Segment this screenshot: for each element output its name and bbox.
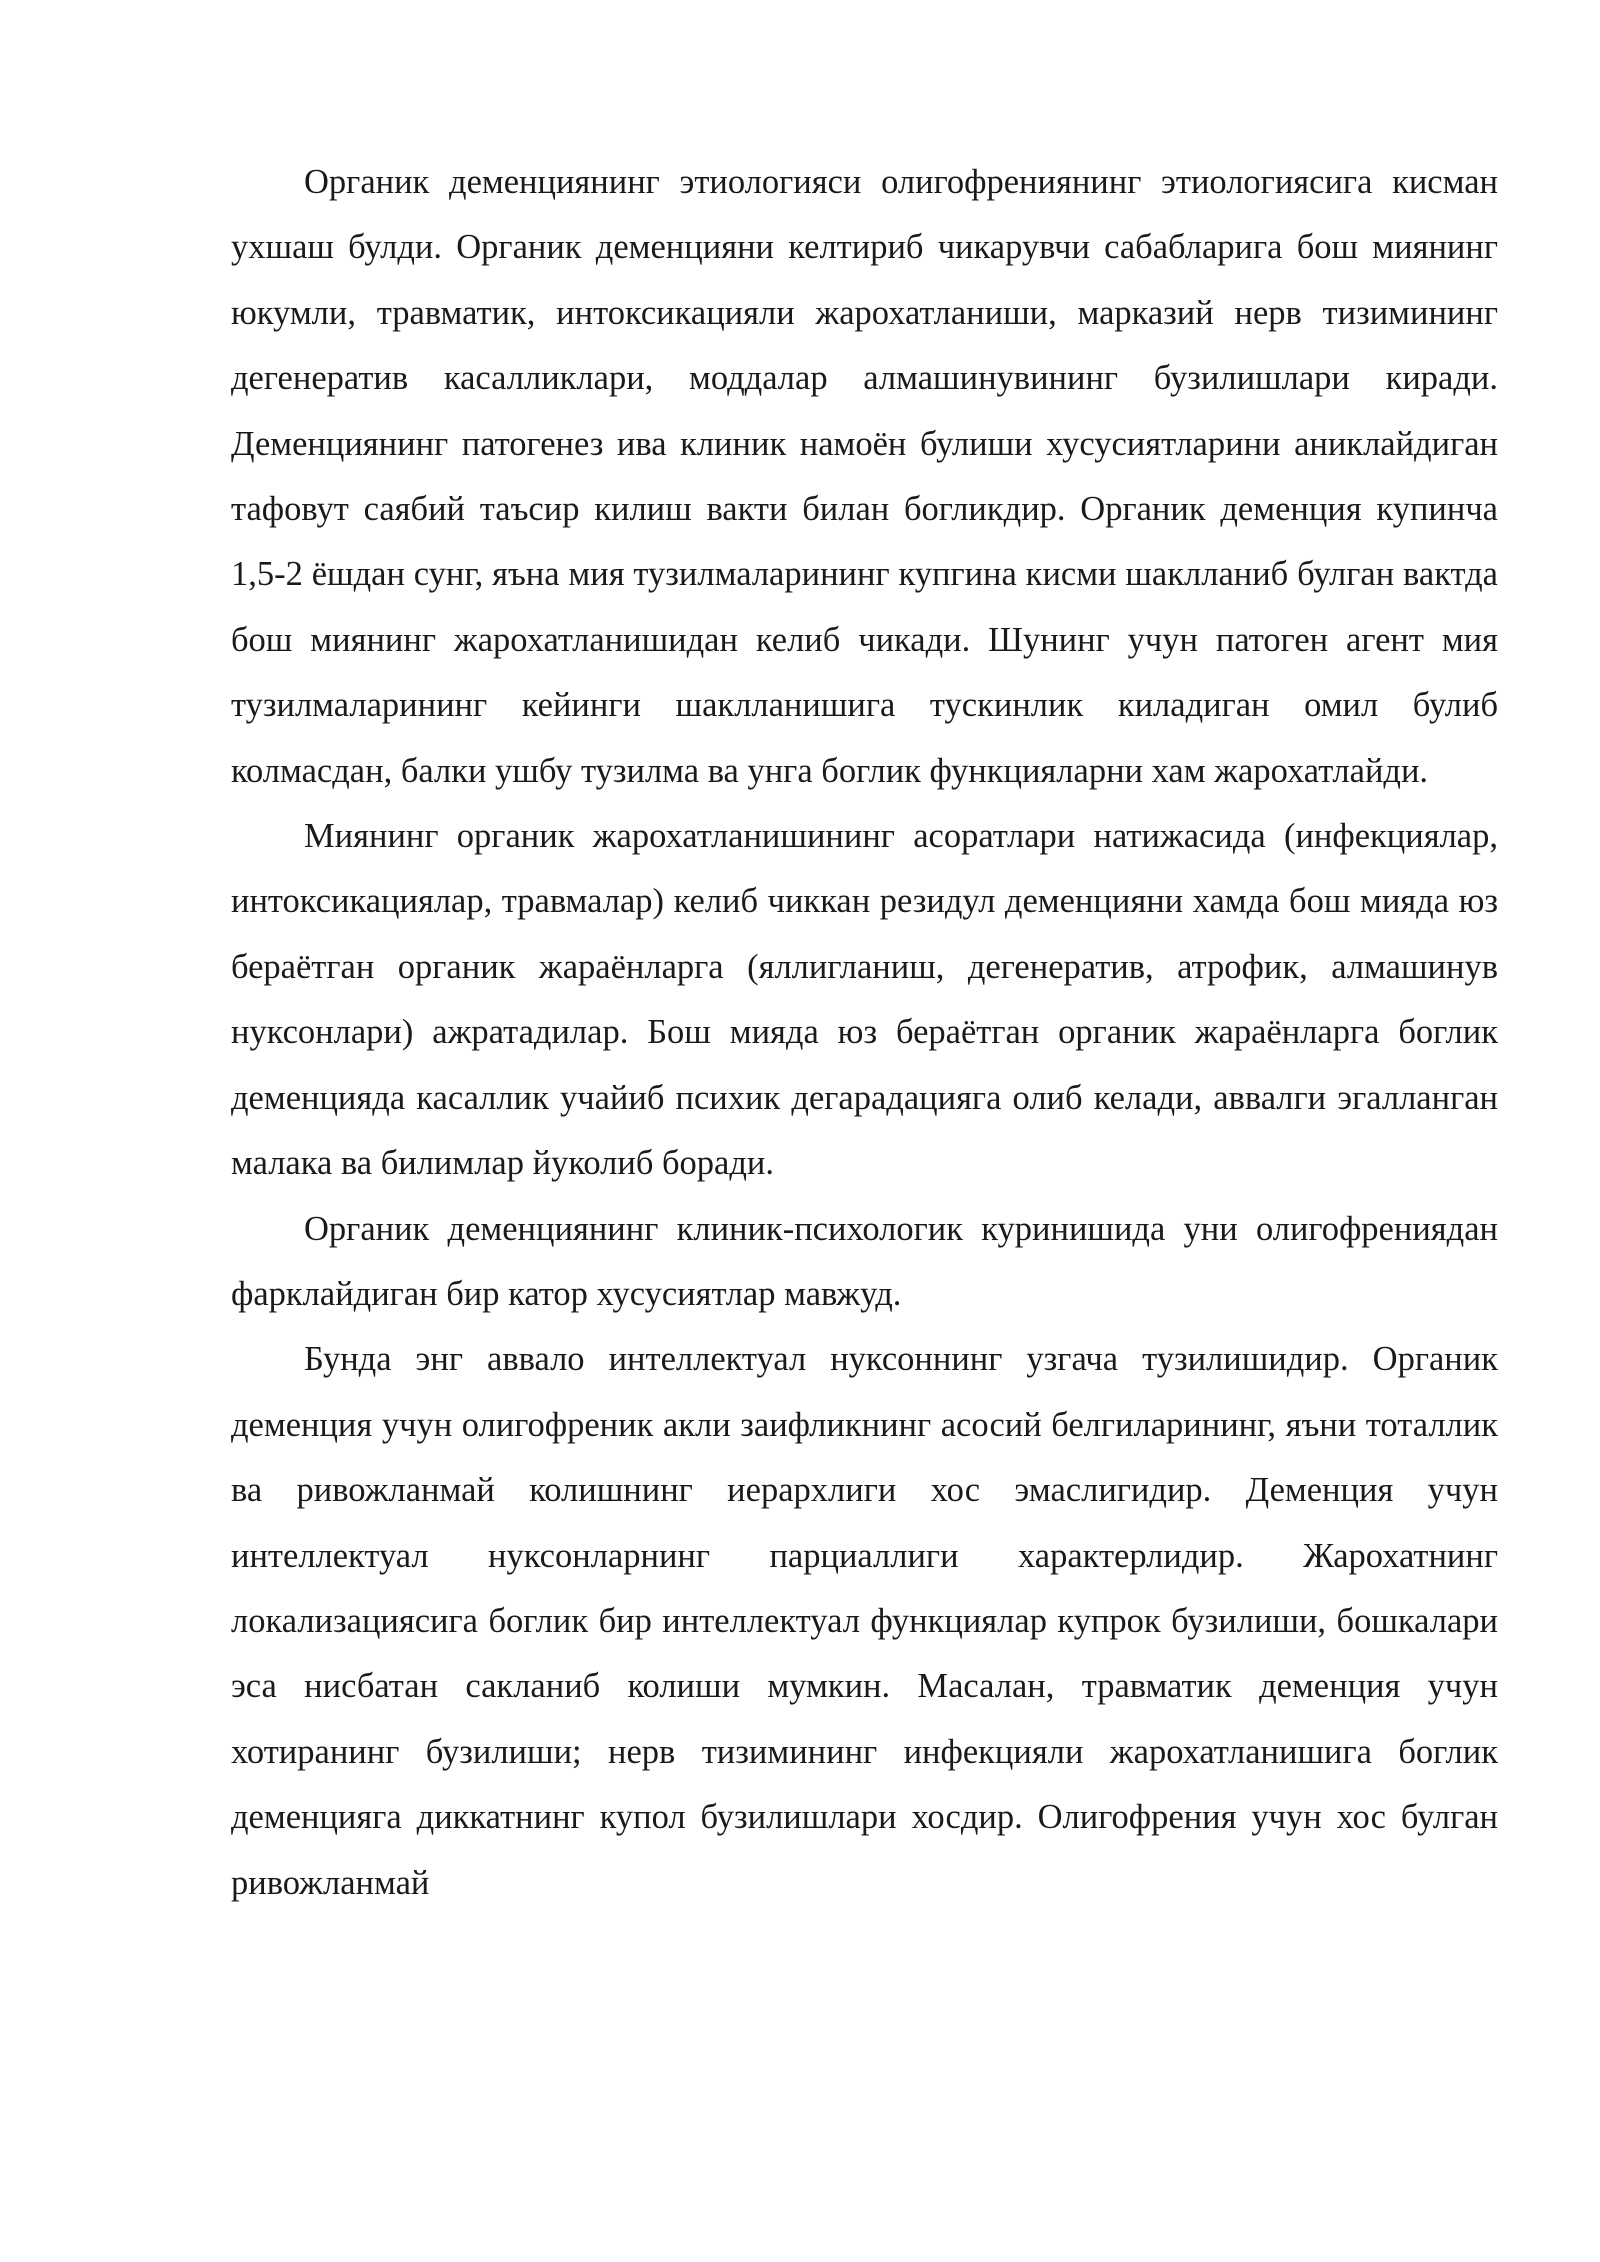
paragraph-3: Органик деменциянинг клиник-психологик куринишида уни олигофрениядан фарклайдиган бир катор хусусиятлар мавжуд. <box>231 1209 1498 1313</box>
paragraph-1: Органик деменциянинг этиологияси олигофрениянинг этиологиясига кисман ухшаш булди. Органик деменцияни келтириб чикарувчи сабабларига бош миянинг юкумли, травматик, интоксикацияли жарохатланиши, марказий нерв тизимининг дегенератив касалликлари, моддалар алмашинувининг бузилишлари киради. Деменциянинг патогенез ива клиник намоён булиши хусусиятларини аниклайдиган тафовут саябий таъсир килиш вакти билан богликдир. Органик деменция купинча 1,5-2 ёшдан сунг, яъна мия тузилмаларининг купгина кисми шаклланиб булган вактда бош миянинг жарохатланишидан келиб чикади. Шунинг учун патоген агент мия тузилмаларининг кейинги шаклланишига тускинлик киладиган омил булиб колмасдан, балки ушбу тузилма ва унга боглик функцияларни хам жарохатлайди. <box>231 163 1498 790</box>
paragraph-2: Миянинг органик жарохатланишининг асоратлари натижасида (инфекциялар, интоксикациялар, травмалар) келиб чиккан резидул деменцияни хамда бош мияда юз бераётган органик жараёнларга (яллигланиш, дегенератив, атрофик, алмашинув нуксонлари) ажратадилар. Бош мияда юз бераётган органик жараёнларга боглик деменцияда касаллик учайиб психик дегарадацияга олиб келади, аввалги эгалланган малака ва билимлар йуколиб боради. <box>231 817 1498 1183</box>
document-body <box>231 150 1498 1916</box>
paragraph-4: Бунда энг аввало интеллектуал нуксоннинг узгача тузилишидир. Органик деменция учун олигофреник акли заифликнинг асосий белгиларининг, яъни тоталлик ва ривожланмай колишнинг иерархлиги хос эмаслигидир. Деменция учун интеллектуал нуксонларнинг парциаллиги характерлидир. Жарохатнинг локализациясига боглик бир интеллектуал функциялар купрок бузилиши, бошкалари эса нисбатан сакланиб колиши мумкин. Масалан, травматик деменция учун хотиранинг бузилиши; нерв тизимининг инфекцияли жарохатланишига боглик деменцияга диккатнинг купол бузилишлари хосдир. Олигофрения учун хос булган ривожланмай <box>231 1340 1498 1902</box>
